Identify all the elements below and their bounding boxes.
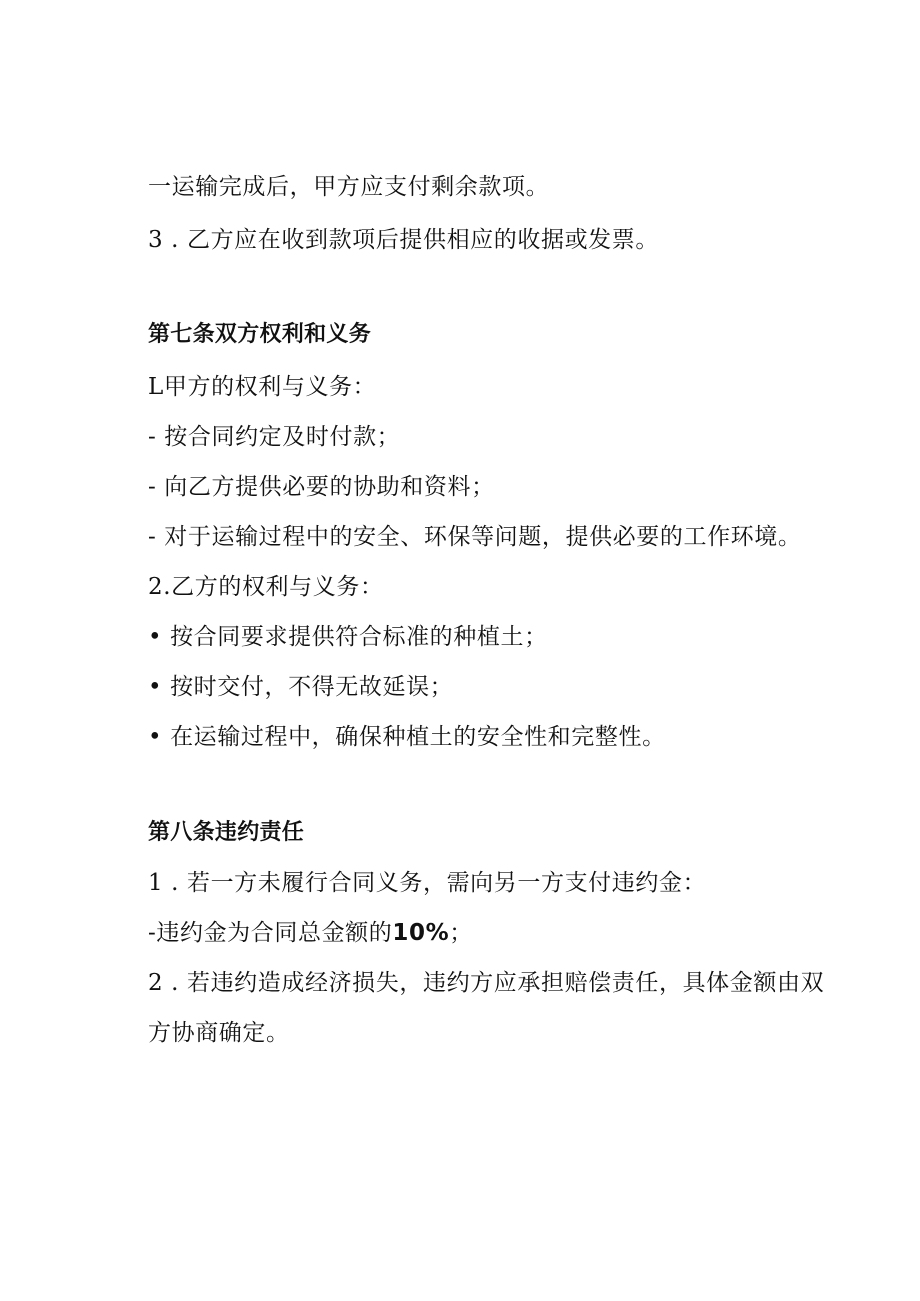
section-7-heading: 第七条双方权利和义务 xyxy=(148,322,372,347)
party-b-title: 2.乙方的权利与义务： xyxy=(148,574,384,600)
payment-continuation-text: 一运输完成后，甲方应支付剩余款项。 xyxy=(148,174,550,200)
payment-item-3: 3 . 乙方应在收到款项后提供相应的收据或发票。 xyxy=(148,227,659,253)
party-a-item-2: - 向乙方提供必要的协助和资料； xyxy=(148,474,495,500)
party-b-item-3: • 在运输过程中，确保种植土的安全性和完整性。 xyxy=(148,724,666,750)
breach-item-2-line-1: 2 . 若违约造成经济损失，违约方应承担赔偿责任，具体金额由双 xyxy=(148,970,825,996)
penalty-rate-line xyxy=(148,918,473,948)
breach-item-2-line-2: 方协商确定。 xyxy=(148,1020,290,1046)
breach-item-1: 1 . 若一方未履行合同义务，需向另一方支付违约金： xyxy=(148,870,707,896)
party-a-item-3: - 对于运输过程中的安全、环保等问题，提供必要的工作环境。 xyxy=(148,524,802,550)
party-b-item-1: • 按合同要求提供符合标准的种植土； xyxy=(148,624,548,650)
penalty-prefix: -违约金为合同总金额的 xyxy=(148,920,393,946)
penalty-value: 10% xyxy=(392,920,450,946)
party-b-item-2: • 按时交付，不得无故延误； xyxy=(148,674,454,700)
penalty-suffix: ； xyxy=(449,920,473,946)
party-a-title: L甲方的权利与义务： xyxy=(148,374,377,400)
section-8-heading: 第八条违约责任 xyxy=(148,820,305,845)
party-a-item-1: - 按合同约定及时付款； xyxy=(148,424,401,450)
